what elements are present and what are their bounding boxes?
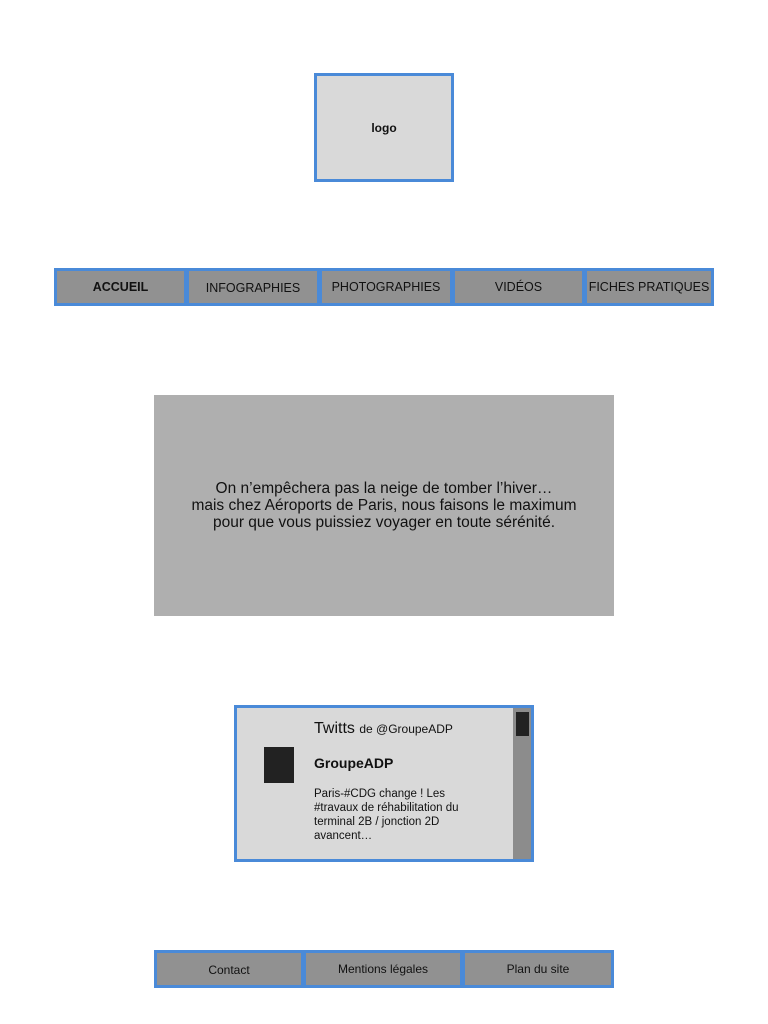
footer-link-contact[interactable] <box>154 950 304 988</box>
footer-link-label: Mentions légales <box>337 962 429 976</box>
logo[interactable] <box>314 73 454 182</box>
hero-line-2: mais chez Aéroports de Paris, nous faisons le maximum <box>191 497 577 514</box>
nav-item-label: VIDÉOS <box>494 280 543 294</box>
nav-item-infographies[interactable] <box>186 268 320 306</box>
avatar[interactable] <box>264 747 294 783</box>
footer-link-mentions-legales[interactable] <box>303 950 463 988</box>
twitter-title-suffix: de @GroupeADP <box>359 722 453 736</box>
nav-item-photographies[interactable] <box>319 268 453 306</box>
footer-link-label: Plan du site <box>506 962 570 976</box>
twitter-title: Twitts <box>314 720 355 737</box>
nav-item-label: INFOGRAPHIES <box>205 281 301 295</box>
footer-nav <box>154 950 614 988</box>
twitter-widget <box>234 705 534 862</box>
footer-link-label: Contact <box>208 963 250 977</box>
scrollbar-thumb[interactable] <box>516 712 529 736</box>
nav-item-fiches-pratiques[interactable] <box>584 268 714 306</box>
logo-label: logo <box>371 120 397 135</box>
twitter-widget-title <box>314 720 453 738</box>
hero-line-3: pour que vous puissiez voyager en toute sérénité. <box>212 514 556 531</box>
nav-item-label: FICHES PRATIQUES <box>588 280 710 294</box>
twitter-account-name[interactable]: GroupeADP <box>314 755 394 771</box>
hero-text <box>191 480 576 531</box>
footer-link-plan-du-site[interactable] <box>462 950 614 988</box>
nav-item-label: ACCUEIL <box>92 280 149 294</box>
hero-line-1: On n’empêchera pas la neige de tomber l’hiver… <box>215 480 553 497</box>
tweet-text[interactable]: Paris-#CDG change ! Les #travaux de réhabilitation du terminal 2B / jonction 2D avancent… <box>314 788 459 842</box>
nav-item-videos[interactable] <box>452 268 585 306</box>
hero-banner <box>154 395 614 616</box>
twitter-scrollbar[interactable] <box>513 708 531 859</box>
nav-item-label: PHOTOGRAPHIES <box>331 280 441 294</box>
main-nav <box>54 268 714 306</box>
nav-item-accueil[interactable] <box>54 268 187 306</box>
